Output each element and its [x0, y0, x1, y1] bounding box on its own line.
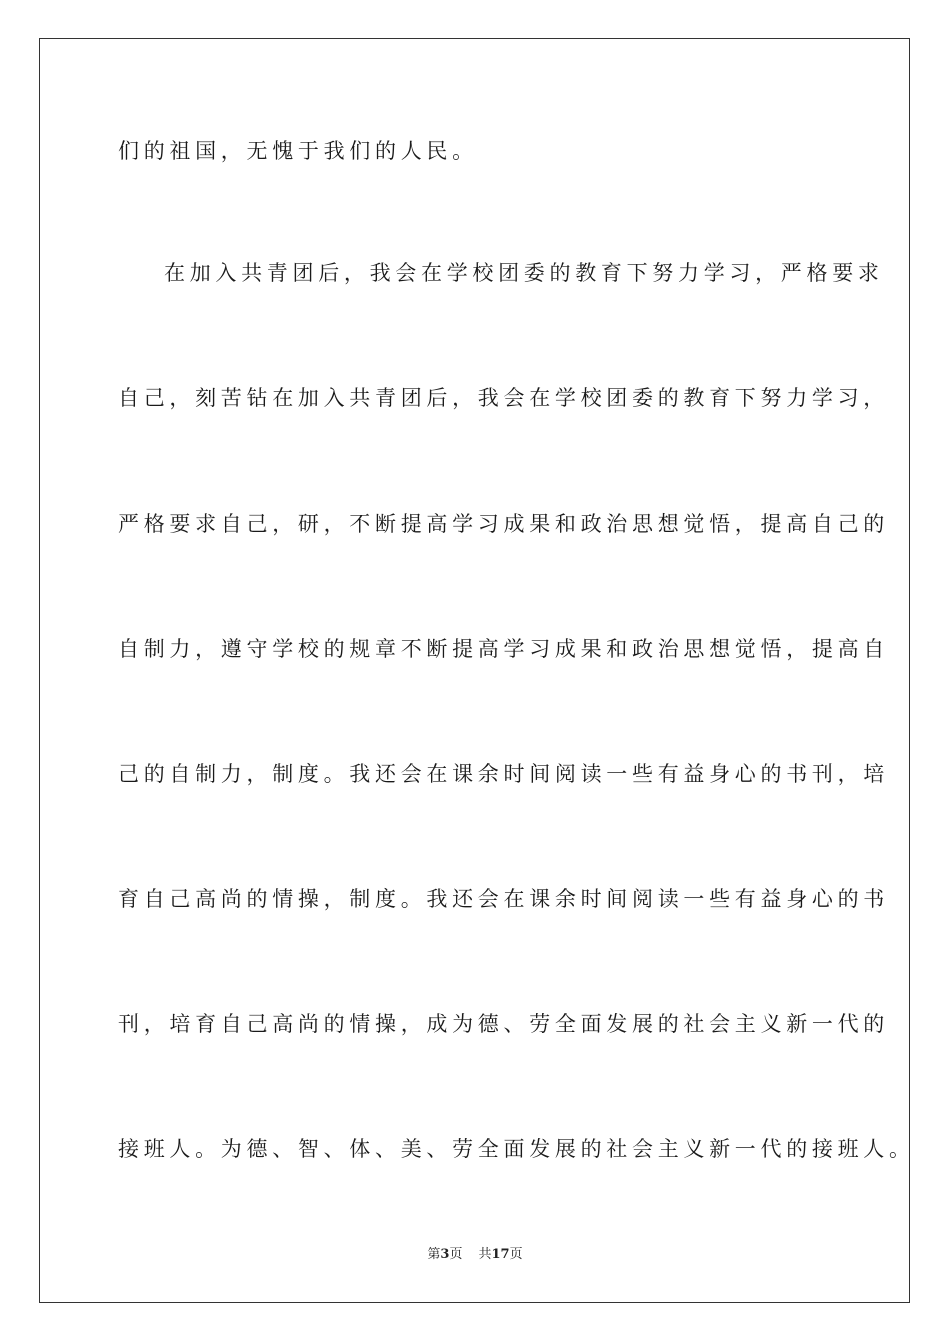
page-prefix: 第 — [427, 1247, 441, 1262]
body-text-line-8: 刊，培育自己高尚的情操，成为德、劳全面发展的社会主义新一代的 — [118, 1012, 889, 1036]
body-text-line-3: 自己，刻苦钻在加入共青团后，我会在学校团委的教育下努力学习， — [118, 386, 889, 410]
body-text-line-9: 接班人。为德、智、体、美、劳全面发展的社会主义新一代的接班人。 — [118, 1137, 915, 1161]
body-text-line-4: 严格要求自己，研，不断提高学习成果和政治思想觉悟，提高自己的 — [118, 512, 889, 536]
body-text-line-1: 们的祖国，无愧于我们的人民。 — [118, 139, 478, 163]
body-text-line-7: 育自己高尚的情操，制度。我还会在课余时间阅读一些有益身心的书 — [118, 887, 889, 911]
total-prefix: 共 — [478, 1247, 492, 1262]
total-pages: 17 — [491, 1247, 510, 1262]
body-text-line-5: 自制力，遵守学校的规章不断提高学习成果和政治思想觉悟，提高自 — [118, 637, 889, 661]
page-border — [39, 38, 915, 1303]
total-suffix: 页 — [509, 1247, 523, 1262]
body-text-line-6: 己的自制力，制度。我还会在课余时间阅读一些有益身心的书刊，培 — [118, 762, 889, 786]
body-text-line-2: 在加入共青团后，我会在学校团委的教育下努力学习，严格要求 — [164, 261, 884, 285]
page-suffix: 页 — [449, 1247, 463, 1262]
page-number: 3 — [440, 1247, 450, 1262]
page-footer — [0, 1246, 950, 1264]
